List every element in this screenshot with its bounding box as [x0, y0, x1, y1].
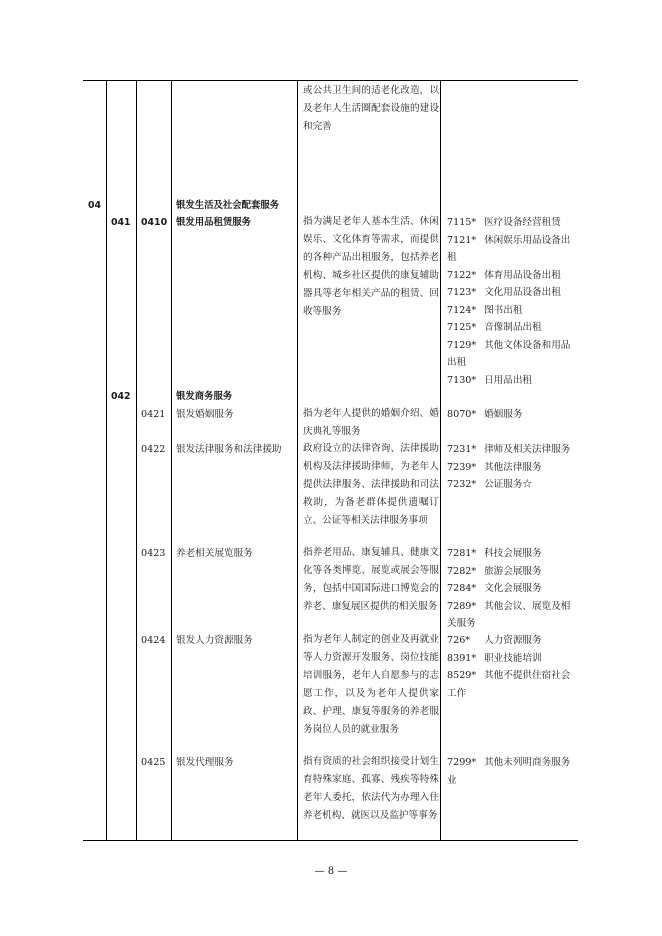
national-economy-codes — [447, 406, 575, 424]
row-name: 养老相关展览服务 — [176, 548, 253, 559]
nat-entry: 7231* 律师及相关法律服务 — [447, 444, 571, 455]
nat-entry: 7130* 日用品出租 — [447, 374, 533, 386]
row-description: 指养老用品、康复辅具、健康文化等各类博览、展览或展会等服务，包括中国国际进口博览会的养老、康复展区提供的相关服务 — [303, 547, 439, 612]
column-divider — [106, 80, 107, 841]
nat-entry: 7124* 图书出租 — [447, 304, 523, 316]
national-economy-codes — [447, 214, 575, 389]
row-name: 银发法律服务和法律援助 — [176, 444, 282, 455]
national-economy-codes — [447, 754, 575, 789]
row-description: 指有资质的社会组织接受计划生育特殊家庭、孤寡、残疾等特殊老年人委托，依法代为办理入住养老机构、就医以及监护等事务 — [303, 756, 439, 821]
row-code: 0424 — [141, 635, 166, 646]
row-code: 0410 — [141, 217, 168, 228]
row-code: 0423 — [141, 548, 166, 559]
row-name: 银发用品租赁服务 — [176, 217, 252, 228]
row-name: 银发婚姻服务 — [176, 409, 234, 420]
nat-entry: 7121* 休闲娱乐用品设备出租 — [447, 234, 571, 263]
group-code: 041 — [111, 217, 131, 228]
row-name: 银发代理服务 — [176, 757, 234, 768]
nat-entry: 7282* 旅游会展服务 — [447, 565, 542, 577]
group-name: 银发商务服务 — [176, 391, 233, 402]
row-code: 0425 — [141, 757, 166, 768]
row-code: 0422 — [141, 444, 166, 455]
nat-entry: 7129* 其他文体设备和用品出租 — [447, 339, 571, 368]
row-name: 银发人力资源服务 — [176, 635, 253, 646]
nat-entry: 8529* 其他不提供住宿社会工作 — [447, 670, 571, 699]
section-name: 银发生活及社会配套服务 — [176, 200, 280, 211]
nat-entry: 7281* 科技会展服务 — [447, 548, 542, 559]
row-description: 政府设立的法律咨询、法律援助机构及法律援助律师，为老年人提供法律服务、法律援助和司法救助，为备老群体提供遗嘱订立、公证等相关法律服务事项 — [303, 443, 439, 526]
row-code: 0421 — [141, 409, 166, 420]
nat-entry: 8391* 职业技能培训 — [447, 652, 542, 664]
nat-entry: 7299* 其他未列明商务服务业 — [447, 757, 571, 786]
column-divider — [440, 80, 441, 841]
nat-entry: 7123* 文化用品设备出租 — [447, 287, 561, 298]
section-code: 04 — [88, 200, 102, 211]
nat-entry: 7289* 其他会议、展览及相关服务 — [447, 600, 571, 629]
group-code: 042 — [111, 391, 131, 402]
page-number: — 8 — — [314, 866, 348, 877]
row-description: 指为老年人制定的创业及再就业等人力资源开发服务、岗位技能培训服务，老年人自愿参与的志愿工作，以及为老年人提供家政、护理、康复等服务的养老服务岗位人员的就业服务 — [303, 634, 439, 735]
nat-entry: 7115* 医疗设备经营租赁 — [447, 217, 561, 228]
column-divider — [136, 80, 137, 841]
column-divider — [171, 80, 172, 841]
nat-entry: 8070* 婚姻服务 — [447, 409, 523, 420]
nat-entry: 726* 人力资源服务 — [447, 635, 542, 646]
nat-entry: 7284* 文化会展服务 — [447, 583, 542, 594]
nat-entry: 7122* 体育用品设备出租 — [447, 269, 561, 281]
national-economy-codes — [447, 441, 575, 494]
row-description: 指为老年人提供的婚姻介绍、婚庆典礼等服务 — [303, 408, 439, 437]
nat-entry: 7125* 音像制品出租 — [447, 322, 542, 333]
national-economy-codes — [447, 632, 575, 702]
nat-entry: 7239* 其他法律服务 — [447, 461, 542, 473]
nat-entry: 7232* 公证服务☆ — [447, 479, 533, 490]
table-bottom-rule — [83, 840, 578, 841]
national-economy-codes — [447, 545, 575, 633]
continued-description: 或公共卫生间的适老化改造，以及老年人生活圈配套设施的建设和完善 — [303, 85, 439, 132]
row-description: 指为满足老年人基本生活、休闲娱乐、文化体育等需求，而提供的各种产品出租服务，包括养老机构、城乡社区提供的康复辅助器具等老年相关产品的租赁、回收等服务 — [303, 216, 439, 317]
column-divider — [297, 80, 298, 841]
